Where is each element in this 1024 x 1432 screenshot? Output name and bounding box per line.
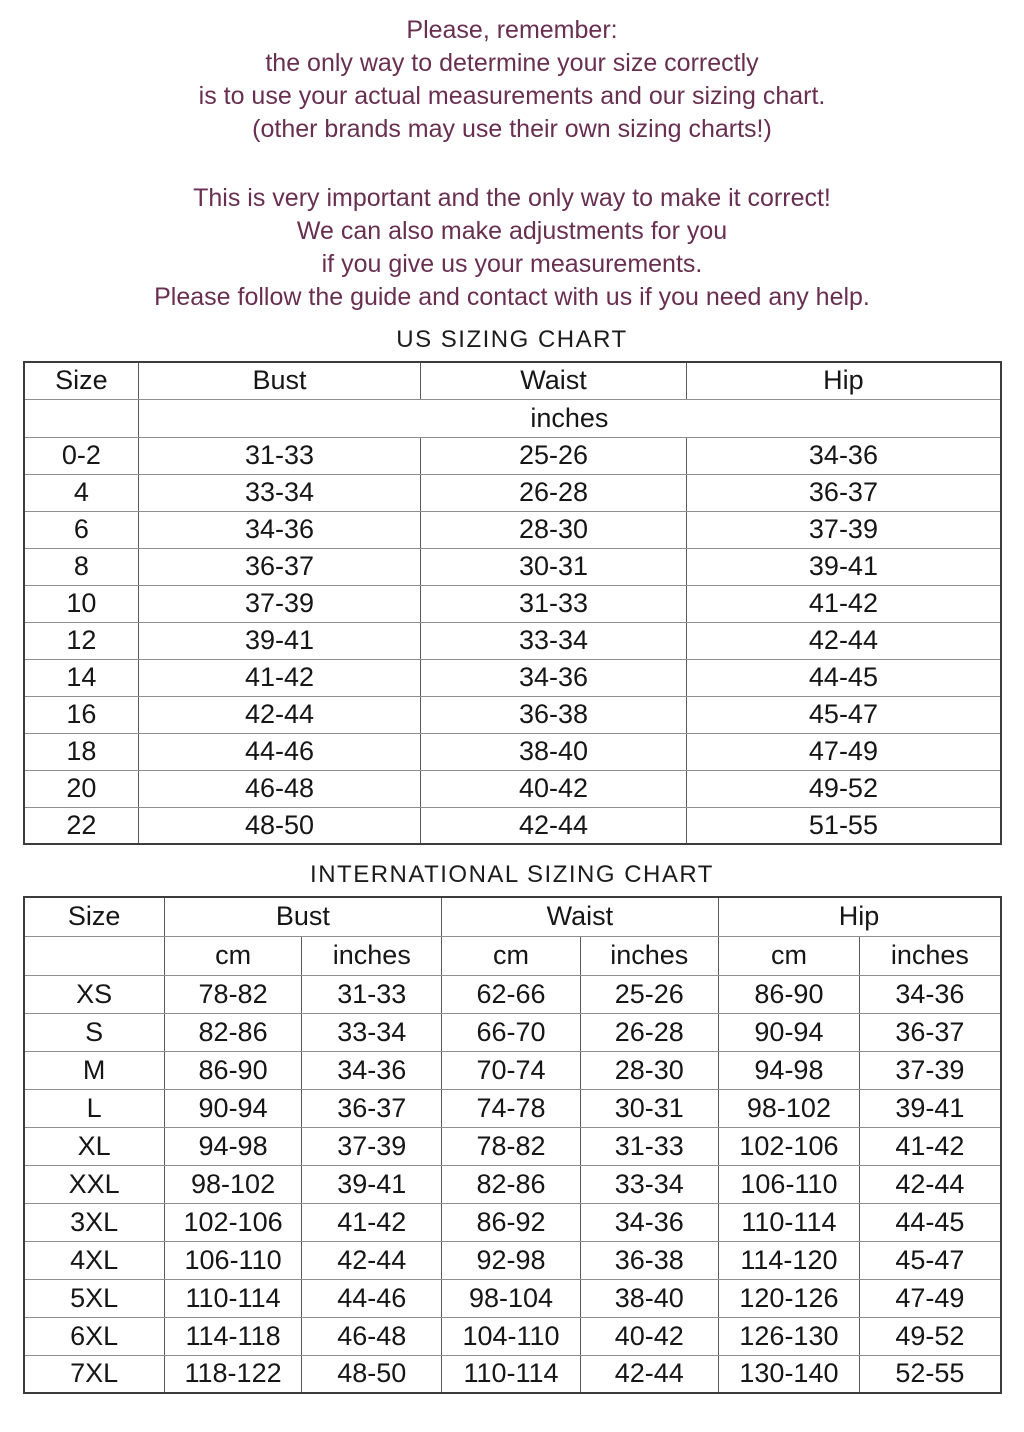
size-cell: 20 bbox=[24, 770, 139, 807]
waist-in-cell: 36-38 bbox=[580, 1241, 718, 1279]
waist-cm-cell: 98-104 bbox=[442, 1279, 581, 1317]
waist-cell: 34-36 bbox=[420, 659, 687, 696]
bust-cell: 33-34 bbox=[139, 474, 420, 511]
intl-chart-title: INTERNATIONAL SIZING CHART bbox=[310, 861, 714, 888]
bust-cm-cell: 78-82 bbox=[164, 975, 302, 1013]
waist-cell: 28-30 bbox=[420, 511, 687, 548]
waist-in-cell: 42-44 bbox=[580, 1355, 718, 1393]
size-cell: 12 bbox=[24, 622, 139, 659]
intro-line: We can also make adjustments for you bbox=[296, 217, 728, 245]
hip-cm-cell: 114-120 bbox=[718, 1241, 860, 1279]
intro-text bbox=[0, 0, 1024, 314]
column-header-hip: Hip bbox=[687, 362, 1001, 399]
table-row bbox=[24, 585, 1001, 622]
intro-line: if you give us your measurements. bbox=[321, 250, 703, 278]
waist-cell: 40-42 bbox=[420, 770, 687, 807]
table-row bbox=[24, 548, 1001, 585]
bust-cell: 37-39 bbox=[139, 585, 420, 622]
bust-cm-cell: 90-94 bbox=[164, 1089, 302, 1127]
hip-in-cell: 37-39 bbox=[860, 1051, 1001, 1089]
size-cell: 16 bbox=[24, 696, 139, 733]
table-row bbox=[24, 437, 1001, 474]
us-chart-title: US SIZING CHART bbox=[396, 326, 628, 353]
bust-cm-cell: 102-106 bbox=[164, 1203, 302, 1241]
hip-cm-cell: 106-110 bbox=[718, 1165, 860, 1203]
hip-in-cell: 42-44 bbox=[860, 1165, 1001, 1203]
bust-in-cell: 37-39 bbox=[302, 1127, 442, 1165]
hip-in-cell: 39-41 bbox=[860, 1089, 1001, 1127]
waist-cell: 31-33 bbox=[420, 585, 687, 622]
size-cell: 18 bbox=[24, 733, 139, 770]
table-row bbox=[24, 1355, 1001, 1393]
size-cell: XL bbox=[24, 1127, 165, 1165]
bust-in-cell: 41-42 bbox=[302, 1203, 442, 1241]
hip-cell: 47-49 bbox=[687, 733, 1001, 770]
waist-cell: 42-44 bbox=[420, 807, 687, 844]
bust-cm-cell: 106-110 bbox=[164, 1241, 302, 1279]
size-cell: 7XL bbox=[24, 1355, 165, 1393]
unit-label-cell: cm bbox=[442, 936, 581, 975]
waist-cm-cell: 110-114 bbox=[442, 1355, 581, 1393]
hip-cell: 44-45 bbox=[687, 659, 1001, 696]
us-sizing-table bbox=[23, 361, 1002, 845]
size-cell: XXL bbox=[24, 1165, 165, 1203]
bust-cell: 41-42 bbox=[139, 659, 420, 696]
international-sizing-table bbox=[23, 896, 1002, 1394]
hip-cell: 42-44 bbox=[687, 622, 1001, 659]
intro-line: Please follow the guide and contact with us if you need any help. bbox=[154, 283, 870, 311]
hip-cm-cell: 94-98 bbox=[718, 1051, 860, 1089]
waist-in-cell: 40-42 bbox=[580, 1317, 718, 1355]
size-cell: S bbox=[24, 1013, 165, 1051]
hip-cm-cell: 110-114 bbox=[718, 1203, 860, 1241]
hip-cm-cell: 102-106 bbox=[718, 1127, 860, 1165]
table-row bbox=[24, 1165, 1001, 1203]
table-row bbox=[24, 696, 1001, 733]
waist-cell: 33-34 bbox=[420, 622, 687, 659]
table-row bbox=[24, 1279, 1001, 1317]
table-row bbox=[24, 1051, 1001, 1089]
waist-in-cell: 30-31 bbox=[580, 1089, 718, 1127]
size-cell: 4XL bbox=[24, 1241, 165, 1279]
intro-line: is to use your actual measurements and our sizing chart. bbox=[198, 82, 826, 110]
bust-in-cell: 34-36 bbox=[302, 1051, 442, 1089]
bust-in-cell: 31-33 bbox=[302, 975, 442, 1013]
bust-in-cell: 44-46 bbox=[302, 1279, 442, 1317]
size-cell: 22 bbox=[24, 807, 139, 844]
table-row bbox=[24, 733, 1001, 770]
intl-header-row bbox=[24, 897, 1001, 936]
hip-in-cell: 47-49 bbox=[860, 1279, 1001, 1317]
table-row bbox=[24, 1241, 1001, 1279]
bust-cell: 46-48 bbox=[139, 770, 420, 807]
table-row bbox=[24, 659, 1001, 696]
column-header-waist: Waist bbox=[420, 362, 687, 399]
waist-in-cell: 33-34 bbox=[580, 1165, 718, 1203]
waist-in-cell: 26-28 bbox=[580, 1013, 718, 1051]
waist-cell: 38-40 bbox=[420, 733, 687, 770]
us-header-row bbox=[24, 362, 1001, 399]
us-unit-row bbox=[24, 399, 1001, 437]
table-row bbox=[24, 1127, 1001, 1165]
hip-cell: 36-37 bbox=[687, 474, 1001, 511]
hip-cm-cell: 90-94 bbox=[718, 1013, 860, 1051]
size-cell: 8 bbox=[24, 548, 139, 585]
table-row bbox=[24, 511, 1001, 548]
hip-in-cell: 44-45 bbox=[860, 1203, 1001, 1241]
waist-in-cell: 28-30 bbox=[580, 1051, 718, 1089]
table-row bbox=[24, 1089, 1001, 1127]
waist-cm-cell: 104-110 bbox=[442, 1317, 581, 1355]
table-row bbox=[24, 807, 1001, 844]
hip-cell: 41-42 bbox=[687, 585, 1001, 622]
unit-label-cell: cm bbox=[718, 936, 860, 975]
unit-label-cell: inches bbox=[860, 936, 1001, 975]
intro-paragraph-2 bbox=[0, 182, 1024, 314]
hip-cell: 49-52 bbox=[687, 770, 1001, 807]
waist-in-cell: 34-36 bbox=[580, 1203, 718, 1241]
intro-paragraph-1 bbox=[0, 14, 1024, 146]
column-header-hip: Hip bbox=[718, 897, 1000, 936]
size-cell: L bbox=[24, 1089, 165, 1127]
bust-in-cell: 48-50 bbox=[302, 1355, 442, 1393]
hip-cm-cell: 86-90 bbox=[718, 975, 860, 1013]
unit-label-cell: inches bbox=[302, 936, 442, 975]
waist-cell: 36-38 bbox=[420, 696, 687, 733]
waist-cm-cell: 70-74 bbox=[442, 1051, 581, 1089]
intl-unit-row bbox=[24, 936, 1001, 975]
waist-cm-cell: 74-78 bbox=[442, 1089, 581, 1127]
column-header-bust: Bust bbox=[139, 362, 420, 399]
size-cell: 3XL bbox=[24, 1203, 165, 1241]
hip-cell: 45-47 bbox=[687, 696, 1001, 733]
bust-cm-cell: 110-114 bbox=[164, 1279, 302, 1317]
table-row bbox=[24, 1317, 1001, 1355]
table-row bbox=[24, 622, 1001, 659]
intro-line: This is very important and the only way to make it correct! bbox=[193, 184, 831, 212]
size-cell: 6 bbox=[24, 511, 139, 548]
hip-in-cell: 49-52 bbox=[860, 1317, 1001, 1355]
bust-cell: 48-50 bbox=[139, 807, 420, 844]
size-cell: 6XL bbox=[24, 1317, 165, 1355]
hip-cm-cell: 98-102 bbox=[718, 1089, 860, 1127]
size-cell: 5XL bbox=[24, 1279, 165, 1317]
bust-cell: 42-44 bbox=[139, 696, 420, 733]
bust-cell: 36-37 bbox=[139, 548, 420, 585]
hip-in-cell: 36-37 bbox=[860, 1013, 1001, 1051]
size-cell: 10 bbox=[24, 585, 139, 622]
unit-label-cell: inches bbox=[580, 936, 718, 975]
hip-in-cell: 45-47 bbox=[860, 1241, 1001, 1279]
hip-cell: 34-36 bbox=[687, 437, 1001, 474]
size-cell: XS bbox=[24, 975, 165, 1013]
bust-cell: 39-41 bbox=[139, 622, 420, 659]
intro-line: Please, remember: bbox=[406, 16, 618, 44]
hip-in-cell: 52-55 bbox=[860, 1355, 1001, 1393]
table-row bbox=[24, 975, 1001, 1013]
bust-cm-cell: 94-98 bbox=[164, 1127, 302, 1165]
waist-in-cell: 38-40 bbox=[580, 1279, 718, 1317]
bust-cell: 31-33 bbox=[139, 437, 420, 474]
bust-in-cell: 36-37 bbox=[302, 1089, 442, 1127]
intro-line: the only way to determine your size correctly bbox=[265, 49, 759, 77]
waist-in-cell: 31-33 bbox=[580, 1127, 718, 1165]
table-row bbox=[24, 1203, 1001, 1241]
bust-cell: 34-36 bbox=[139, 511, 420, 548]
waist-cell: 25-26 bbox=[420, 437, 687, 474]
hip-cell: 39-41 bbox=[687, 548, 1001, 585]
table-row bbox=[24, 770, 1001, 807]
waist-cm-cell: 92-98 bbox=[442, 1241, 581, 1279]
column-header-size: Size bbox=[24, 897, 165, 936]
unit-label-cell: inches bbox=[139, 399, 1001, 437]
waist-cm-cell: 66-70 bbox=[442, 1013, 581, 1051]
size-cell: 4 bbox=[24, 474, 139, 511]
empty-cell bbox=[24, 936, 165, 975]
size-cell: 14 bbox=[24, 659, 139, 696]
bust-cm-cell: 82-86 bbox=[164, 1013, 302, 1051]
column-header-bust: Bust bbox=[164, 897, 441, 936]
column-header-waist: Waist bbox=[442, 897, 718, 936]
waist-cm-cell: 78-82 bbox=[442, 1127, 581, 1165]
waist-cell: 26-28 bbox=[420, 474, 687, 511]
hip-cell: 37-39 bbox=[687, 511, 1001, 548]
hip-cm-cell: 120-126 bbox=[718, 1279, 860, 1317]
waist-in-cell: 25-26 bbox=[580, 975, 718, 1013]
hip-cm-cell: 130-140 bbox=[718, 1355, 860, 1393]
bust-in-cell: 39-41 bbox=[302, 1165, 442, 1203]
bust-cm-cell: 86-90 bbox=[164, 1051, 302, 1089]
table-row bbox=[24, 474, 1001, 511]
hip-in-cell: 41-42 bbox=[860, 1127, 1001, 1165]
size-cell: 0-2 bbox=[24, 437, 139, 474]
hip-cell: 51-55 bbox=[687, 807, 1001, 844]
unit-label-cell: cm bbox=[164, 936, 302, 975]
intro-line: (other brands may use their own sizing charts!) bbox=[252, 115, 772, 143]
hip-in-cell: 34-36 bbox=[860, 975, 1001, 1013]
bust-cm-cell: 114-118 bbox=[164, 1317, 302, 1355]
bust-in-cell: 42-44 bbox=[302, 1241, 442, 1279]
hip-cm-cell: 126-130 bbox=[718, 1317, 860, 1355]
bust-in-cell: 33-34 bbox=[302, 1013, 442, 1051]
bust-in-cell: 46-48 bbox=[302, 1317, 442, 1355]
bust-cell: 44-46 bbox=[139, 733, 420, 770]
waist-cell: 30-31 bbox=[420, 548, 687, 585]
bust-cm-cell: 118-122 bbox=[164, 1355, 302, 1393]
table-row bbox=[24, 1013, 1001, 1051]
waist-cm-cell: 82-86 bbox=[442, 1165, 581, 1203]
column-header-size: Size bbox=[24, 362, 139, 399]
size-cell: M bbox=[24, 1051, 165, 1089]
waist-cm-cell: 86-92 bbox=[442, 1203, 581, 1241]
empty-cell bbox=[24, 399, 139, 437]
bust-cm-cell: 98-102 bbox=[164, 1165, 302, 1203]
waist-cm-cell: 62-66 bbox=[442, 975, 581, 1013]
